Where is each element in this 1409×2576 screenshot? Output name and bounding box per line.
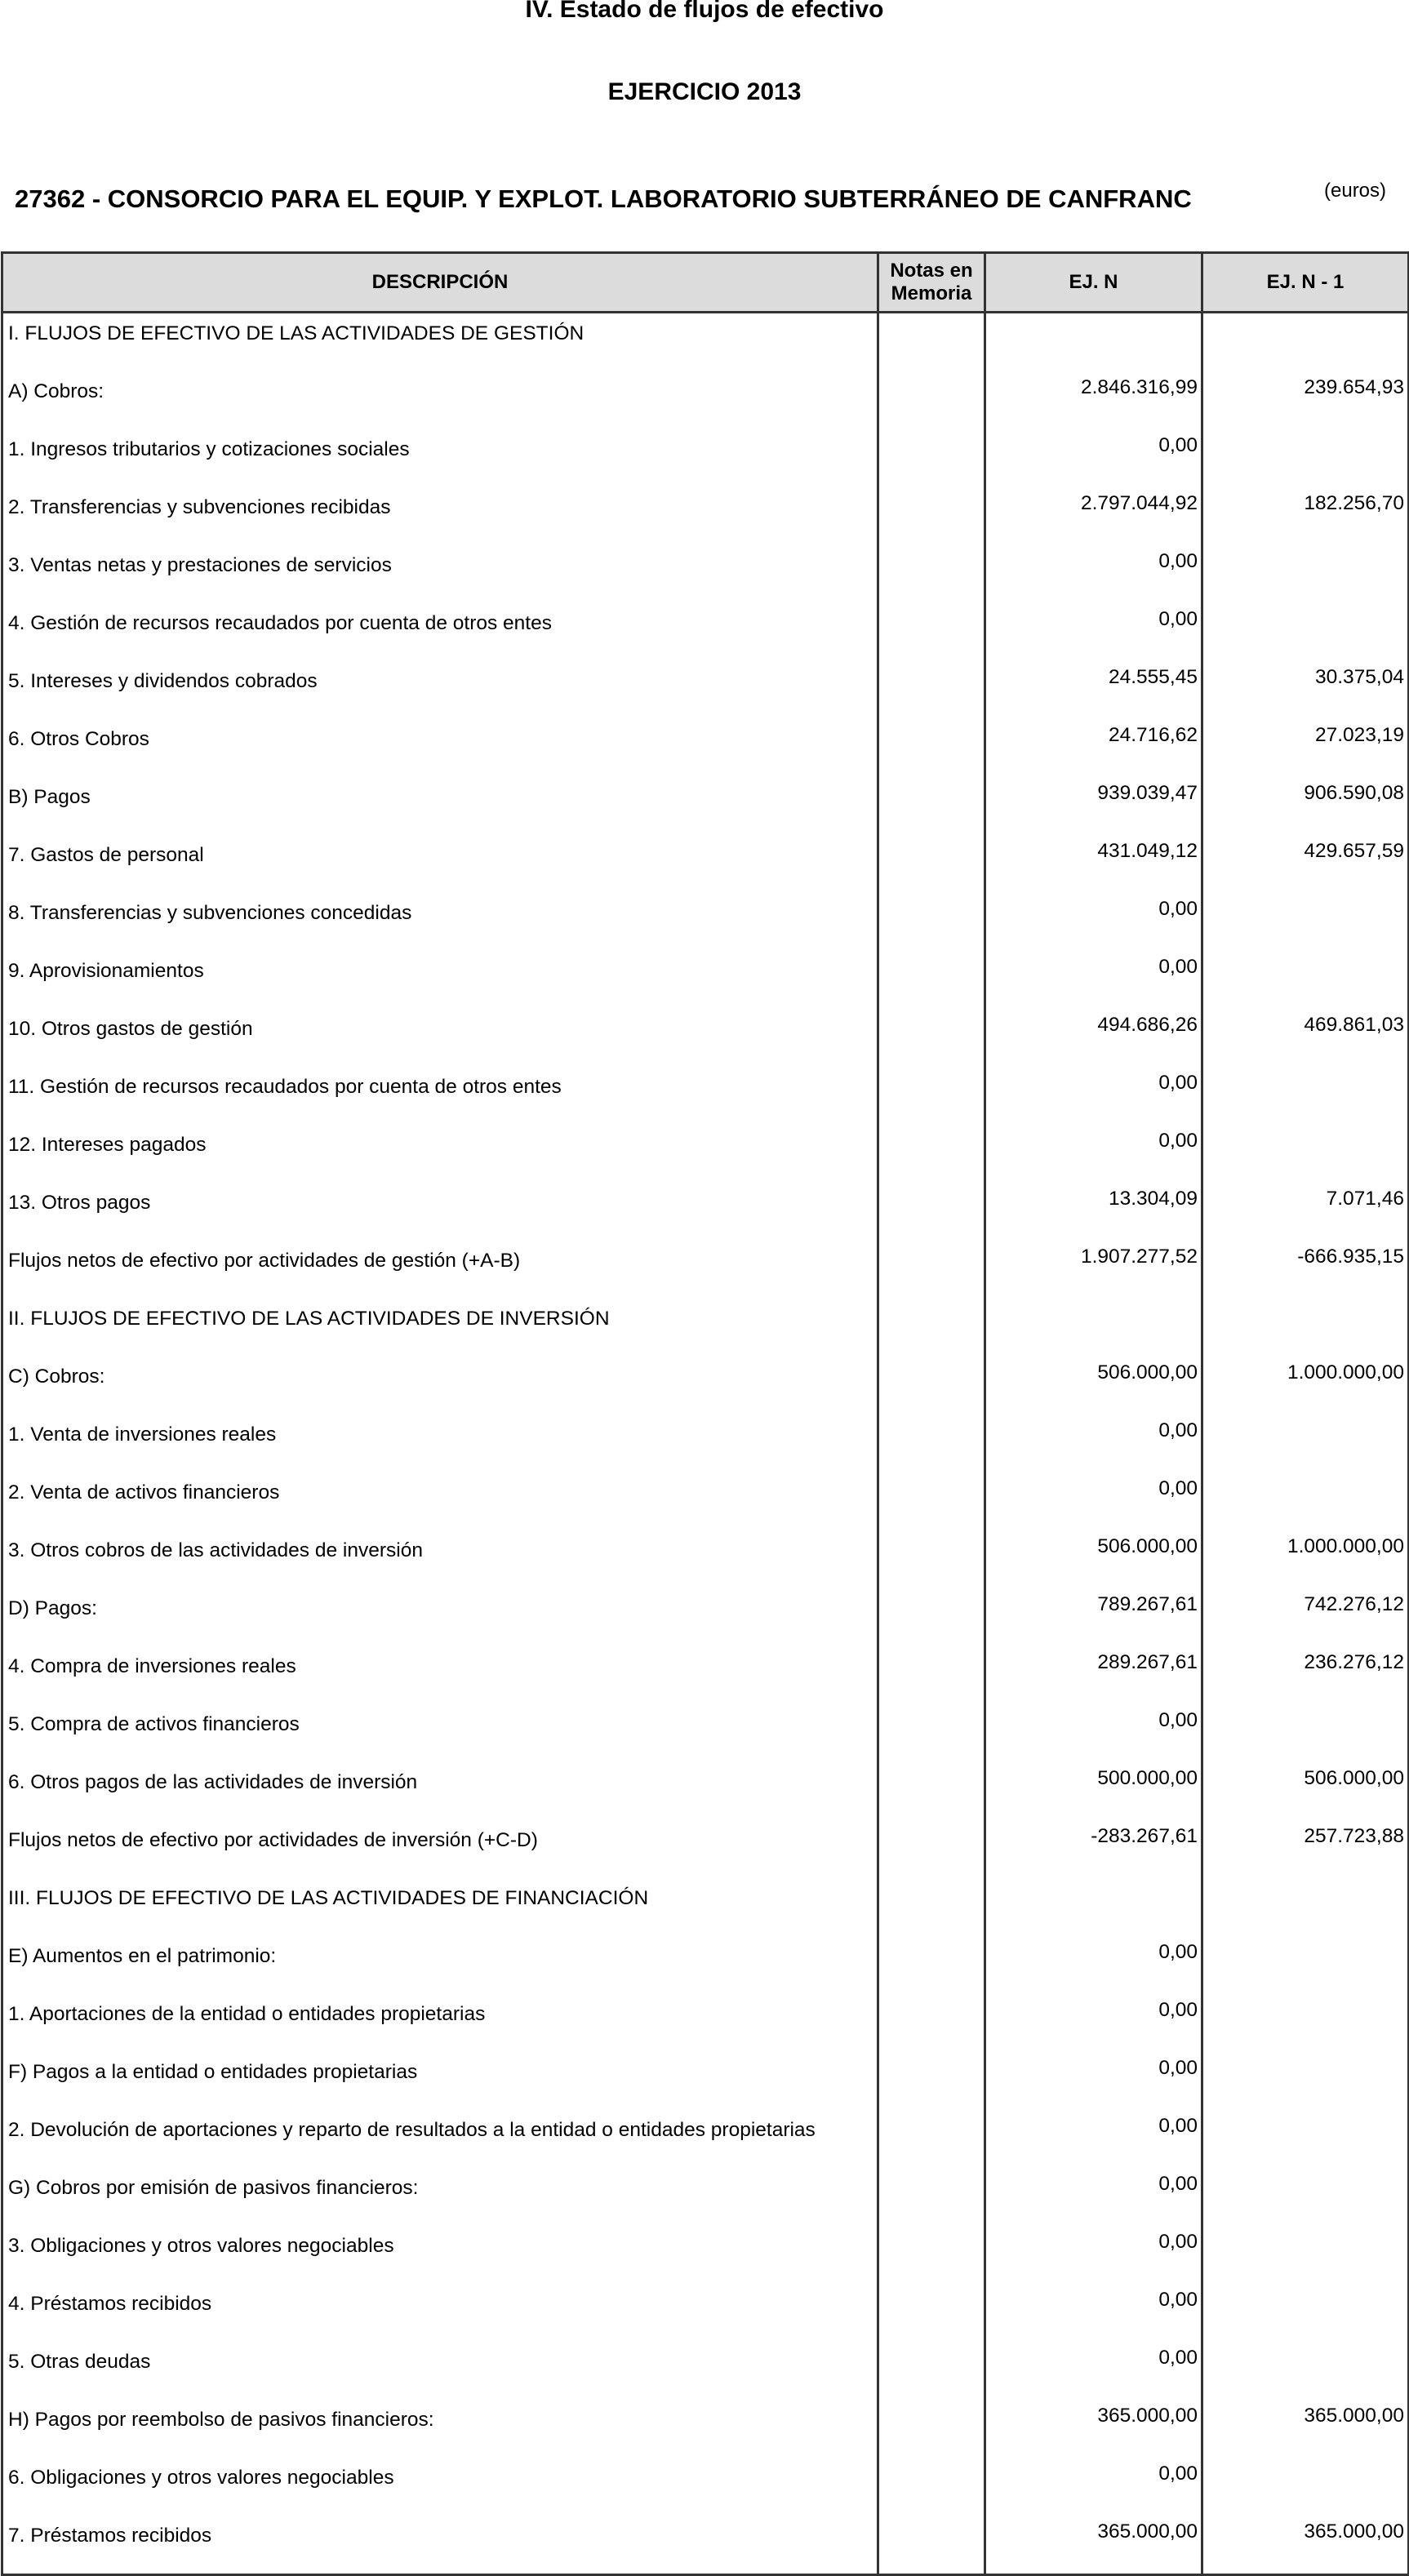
row-notes bbox=[878, 1125, 985, 1183]
row-value-ej-n: 0,00 bbox=[985, 2226, 1202, 2284]
row-value-ej-n: 0,00 bbox=[985, 1415, 1202, 1472]
row-description: 10. Otros gastos de gestión bbox=[2, 1009, 878, 1067]
row-value-ej-n: 0,00 bbox=[985, 1994, 1202, 2052]
table-row bbox=[2, 951, 1409, 1009]
row-value-ej-n bbox=[985, 1878, 1202, 1936]
row-value-ej-n1 bbox=[1202, 1878, 1409, 1936]
notes-header-line1: Notas en bbox=[890, 260, 973, 282]
row-notes bbox=[878, 1472, 985, 1530]
row-value-ej-n: 0,00 bbox=[985, 1125, 1202, 1183]
row-value-ej-n1 bbox=[1202, 1299, 1409, 1357]
row-description: 1. Venta de inversiones reales bbox=[2, 1415, 878, 1472]
row-description: 12. Intereses pagados bbox=[2, 1125, 878, 1183]
row-notes bbox=[878, 1646, 985, 1704]
row-notes bbox=[878, 2168, 985, 2226]
row-value-ej-n1 bbox=[1202, 603, 1409, 661]
row-value-ej-n1 bbox=[1202, 313, 1409, 372]
row-value-ej-n: 506.000,00 bbox=[985, 1357, 1202, 1415]
row-description: 7. Gastos de personal bbox=[2, 835, 878, 893]
table-row bbox=[2, 2458, 1409, 2516]
row-value-ej-n: 0,00 bbox=[985, 2110, 1202, 2168]
fiscal-year: EJERCICIO 2013 bbox=[607, 78, 802, 105]
table-row bbox=[2, 1241, 1409, 1299]
row-value-ej-n1: 742.276,12 bbox=[1202, 1588, 1409, 1646]
cash-flow-table bbox=[1, 251, 1409, 2576]
table-row bbox=[2, 2400, 1409, 2458]
table-row bbox=[2, 1125, 1409, 1183]
row-description: II. FLUJOS DE EFECTIVO DE LAS ACTIVIDADES DE INVERSIÓN bbox=[2, 1299, 878, 1357]
row-value-ej-n1 bbox=[1202, 1936, 1409, 1994]
notes-header-line2: Memoria bbox=[891, 282, 972, 304]
row-value-ej-n1 bbox=[1202, 1472, 1409, 1530]
row-description: 6. Obligaciones y otros valores negociables bbox=[2, 2458, 878, 2516]
row-notes bbox=[878, 719, 985, 777]
row-value-ej-n1: 239.654,93 bbox=[1202, 371, 1409, 429]
row-notes bbox=[878, 2458, 985, 2516]
row-description: C) Cobros: bbox=[2, 1357, 878, 1415]
row-notes bbox=[878, 1009, 985, 1067]
row-value-ej-n: 0,00 bbox=[985, 893, 1202, 951]
row-description: 4. Préstamos recibidos bbox=[2, 2284, 878, 2342]
row-description: 4. Gestión de recursos recaudados por cuenta de otros entes bbox=[2, 603, 878, 661]
table-row bbox=[2, 1472, 1409, 1530]
row-value-ej-n1: 257.723,88 bbox=[1202, 1820, 1409, 1878]
table-row bbox=[2, 2226, 1409, 2284]
row-notes bbox=[878, 2226, 985, 2284]
table-row bbox=[2, 429, 1409, 487]
row-value-ej-n1 bbox=[1202, 1994, 1409, 2052]
table-row bbox=[2, 313, 1409, 372]
row-value-ej-n1 bbox=[1202, 1704, 1409, 1762]
row-value-ej-n1 bbox=[1202, 951, 1409, 1009]
row-description: 5. Compra de activos financieros bbox=[2, 1704, 878, 1762]
row-notes bbox=[878, 371, 985, 429]
row-description: 2. Venta de activos financieros bbox=[2, 1472, 878, 1530]
table-row bbox=[2, 1646, 1409, 1704]
row-notes bbox=[878, 661, 985, 719]
row-value-ej-n: 0,00 bbox=[985, 1472, 1202, 1530]
row-notes bbox=[878, 429, 985, 487]
entity-name: 27362 - CONSORCIO PARA EL EQUIP. Y EXPLOT. LABORATORIO SUBTERRÁNEO DE CANFRANC bbox=[15, 184, 1192, 213]
row-notes bbox=[878, 2052, 985, 2110]
row-description: 9. Aprovisionamientos bbox=[2, 951, 878, 1009]
column-header-ej-n: EJ. N bbox=[985, 253, 1202, 313]
row-value-ej-n: 939.039,47 bbox=[985, 777, 1202, 835]
row-value-ej-n: -283.267,61 bbox=[985, 1820, 1202, 1878]
table-row bbox=[2, 1357, 1409, 1415]
row-value-ej-n: 2.797.044,92 bbox=[985, 487, 1202, 545]
row-value-ej-n: 0,00 bbox=[985, 2168, 1202, 2226]
row-description: B) Pagos bbox=[2, 777, 878, 835]
row-value-ej-n: 365.000,00 bbox=[985, 2516, 1202, 2575]
row-value-ej-n1: 27.023,19 bbox=[1202, 719, 1409, 777]
row-notes bbox=[878, 1878, 985, 1936]
row-notes bbox=[878, 1067, 985, 1125]
table-row bbox=[2, 1067, 1409, 1125]
row-description: 1. Aportaciones de la entidad o entidades propietarias bbox=[2, 1994, 878, 2052]
row-value-ej-n: 0,00 bbox=[985, 1704, 1202, 1762]
row-value-ej-n1: 365.000,00 bbox=[1202, 2400, 1409, 2458]
row-value-ej-n: 0,00 bbox=[985, 429, 1202, 487]
row-description: 7. Préstamos recibidos bbox=[2, 2516, 878, 2575]
table-row bbox=[2, 2284, 1409, 2342]
row-value-ej-n1 bbox=[1202, 1067, 1409, 1125]
table-row bbox=[2, 2052, 1409, 2110]
row-value-ej-n1 bbox=[1202, 2458, 1409, 2516]
row-notes bbox=[878, 2400, 985, 2458]
table-row bbox=[2, 2342, 1409, 2400]
row-notes bbox=[878, 1299, 985, 1357]
table-row bbox=[2, 835, 1409, 893]
row-value-ej-n1 bbox=[1202, 545, 1409, 603]
row-description: 2. Devolución de aportaciones y reparto de resultados a la entidad o entidades propietarias bbox=[2, 2110, 878, 2168]
row-notes bbox=[878, 487, 985, 545]
table-row bbox=[2, 603, 1409, 661]
row-description: 4. Compra de inversiones reales bbox=[2, 1646, 878, 1704]
row-value-ej-n: 494.686,26 bbox=[985, 1009, 1202, 1067]
row-notes bbox=[878, 2110, 985, 2168]
row-value-ej-n1 bbox=[1202, 2284, 1409, 2342]
table-row bbox=[2, 2168, 1409, 2226]
column-header-notes bbox=[878, 253, 985, 313]
row-value-ej-n: 0,00 bbox=[985, 545, 1202, 603]
row-description: 3. Otros cobros de las actividades de inversión bbox=[2, 1530, 878, 1588]
row-value-ej-n: 1.907.277,52 bbox=[985, 1241, 1202, 1299]
row-notes bbox=[878, 1241, 985, 1299]
row-value-ej-n1 bbox=[1202, 2168, 1409, 2226]
row-value-ej-n1 bbox=[1202, 2052, 1409, 2110]
row-value-ej-n1: -666.935,15 bbox=[1202, 1241, 1409, 1299]
row-notes bbox=[878, 951, 985, 1009]
row-value-ej-n1 bbox=[1202, 1125, 1409, 1183]
row-description: 2. Transferencias y subvenciones recibidas bbox=[2, 487, 878, 545]
row-value-ej-n: 24.555,45 bbox=[985, 661, 1202, 719]
row-value-ej-n: 365.000,00 bbox=[985, 2400, 1202, 2458]
row-value-ej-n: 13.304,09 bbox=[985, 1183, 1202, 1241]
currency-units: (euros) bbox=[1324, 180, 1387, 202]
row-value-ej-n1 bbox=[1202, 2226, 1409, 2284]
row-value-ej-n1 bbox=[1202, 893, 1409, 951]
row-notes bbox=[878, 777, 985, 835]
table-row bbox=[2, 1878, 1409, 1936]
row-value-ej-n: 0,00 bbox=[985, 2458, 1202, 2516]
row-value-ej-n: 789.267,61 bbox=[985, 1588, 1202, 1646]
row-value-ej-n: 0,00 bbox=[985, 951, 1202, 1009]
row-notes bbox=[878, 1994, 985, 2052]
row-value-ej-n: 431.049,12 bbox=[985, 835, 1202, 893]
row-value-ej-n1: 469.861,03 bbox=[1202, 1009, 1409, 1067]
row-description: I. FLUJOS DE EFECTIVO DE LAS ACTIVIDADES DE GESTIÓN bbox=[2, 313, 878, 372]
row-value-ej-n1 bbox=[1202, 2110, 1409, 2168]
table-row bbox=[2, 1588, 1409, 1646]
row-notes bbox=[878, 603, 985, 661]
row-notes bbox=[878, 835, 985, 893]
row-value-ej-n1 bbox=[1202, 2342, 1409, 2400]
row-value-ej-n: 2.846.316,99 bbox=[985, 371, 1202, 429]
row-notes bbox=[878, 545, 985, 603]
row-value-ej-n: 0,00 bbox=[985, 603, 1202, 661]
row-description: E) Aumentos en el patrimonio: bbox=[2, 1936, 878, 1994]
document-title: IV. Estado de flujos de efectivo bbox=[525, 0, 884, 23]
row-description: 8. Transferencias y subvenciones concedidas bbox=[2, 893, 878, 951]
row-description: 6. Otros Cobros bbox=[2, 719, 878, 777]
row-description: F) Pagos a la entidad o entidades propietarias bbox=[2, 2052, 878, 2110]
row-notes bbox=[878, 1415, 985, 1472]
row-notes bbox=[878, 1530, 985, 1588]
row-description: III. FLUJOS DE EFECTIVO DE LAS ACTIVIDADES DE FINANCIACIÓN bbox=[2, 1878, 878, 1936]
row-description: 13. Otros pagos bbox=[2, 1183, 878, 1241]
column-header-ej-n1: EJ. N - 1 bbox=[1202, 253, 1409, 313]
row-value-ej-n1: 429.657,59 bbox=[1202, 835, 1409, 893]
row-value-ej-n1: 7.071,46 bbox=[1202, 1183, 1409, 1241]
table-row bbox=[2, 1820, 1409, 1878]
table-row bbox=[2, 487, 1409, 545]
row-value-ej-n: 0,00 bbox=[985, 2284, 1202, 2342]
table-row bbox=[2, 1415, 1409, 1472]
row-value-ej-n: 506.000,00 bbox=[985, 1530, 1202, 1588]
table-row bbox=[2, 1009, 1409, 1067]
table-row bbox=[2, 1936, 1409, 1994]
row-value-ej-n: 0,00 bbox=[985, 1067, 1202, 1125]
row-value-ej-n1 bbox=[1202, 1415, 1409, 1472]
row-notes bbox=[878, 1704, 985, 1762]
table-row bbox=[2, 2516, 1409, 2575]
table-header-row bbox=[2, 253, 1409, 313]
row-value-ej-n1: 906.590,08 bbox=[1202, 777, 1409, 835]
row-description: G) Cobros por emisión de pasivos financieros: bbox=[2, 2168, 878, 2226]
row-notes bbox=[878, 1183, 985, 1241]
row-notes bbox=[878, 2516, 985, 2575]
table-row bbox=[2, 1530, 1409, 1588]
table-row bbox=[2, 2110, 1409, 2168]
row-notes bbox=[878, 1588, 985, 1646]
row-notes bbox=[878, 2284, 985, 2342]
row-description: 6. Otros pagos de las actividades de inversión bbox=[2, 1762, 878, 1820]
table-row bbox=[2, 777, 1409, 835]
row-value-ej-n1: 365.000,00 bbox=[1202, 2516, 1409, 2575]
row-value-ej-n1: 1.000.000,00 bbox=[1202, 1530, 1409, 1588]
row-description: 5. Otras deudas bbox=[2, 2342, 878, 2400]
row-description: Flujos netos de efectivo por actividades de inversión (+C-D) bbox=[2, 1820, 878, 1878]
row-value-ej-n1 bbox=[1202, 429, 1409, 487]
row-notes bbox=[878, 1936, 985, 1994]
table-body bbox=[2, 313, 1409, 2575]
row-value-ej-n1: 236.276,12 bbox=[1202, 1646, 1409, 1704]
row-description: 3. Obligaciones y otros valores negociables bbox=[2, 2226, 878, 2284]
table-row bbox=[2, 1704, 1409, 1762]
row-description: D) Pagos: bbox=[2, 1588, 878, 1646]
table-row bbox=[2, 1994, 1409, 2052]
row-value-ej-n1: 30.375,04 bbox=[1202, 661, 1409, 719]
row-description: 11. Gestión de recursos recaudados por cuenta de otros entes bbox=[2, 1067, 878, 1125]
column-header-description: DESCRIPCIÓN bbox=[2, 253, 878, 313]
row-value-ej-n: 0,00 bbox=[985, 2052, 1202, 2110]
row-value-ej-n bbox=[985, 313, 1202, 372]
row-value-ej-n bbox=[985, 1299, 1202, 1357]
table-row bbox=[2, 1183, 1409, 1241]
table-row bbox=[2, 545, 1409, 603]
row-description: 5. Intereses y dividendos cobrados bbox=[2, 661, 878, 719]
row-value-ej-n: 24.716,62 bbox=[985, 719, 1202, 777]
row-description: H) Pagos por reembolso de pasivos financieros: bbox=[2, 2400, 878, 2458]
row-value-ej-n: 500.000,00 bbox=[985, 1762, 1202, 1820]
row-value-ej-n: 0,00 bbox=[985, 1936, 1202, 1994]
table-row bbox=[2, 1762, 1409, 1820]
row-notes bbox=[878, 1820, 985, 1878]
row-description: A) Cobros: bbox=[2, 371, 878, 429]
table-row bbox=[2, 1299, 1409, 1357]
table-row bbox=[2, 371, 1409, 429]
row-value-ej-n: 0,00 bbox=[985, 2342, 1202, 2400]
row-value-ej-n1: 1.000.000,00 bbox=[1202, 1357, 1409, 1415]
row-description: 3. Ventas netas y prestaciones de servicios bbox=[2, 545, 878, 603]
table-row bbox=[2, 661, 1409, 719]
row-notes bbox=[878, 313, 985, 372]
row-notes bbox=[878, 893, 985, 951]
row-value-ej-n: 289.267,61 bbox=[985, 1646, 1202, 1704]
table-row bbox=[2, 893, 1409, 951]
row-notes bbox=[878, 1357, 985, 1415]
row-description: Flujos netos de efectivo por actividades de gestión (+A-B) bbox=[2, 1241, 878, 1299]
row-value-ej-n1: 182.256,70 bbox=[1202, 487, 1409, 545]
row-value-ej-n1: 506.000,00 bbox=[1202, 1762, 1409, 1820]
row-notes bbox=[878, 1762, 985, 1820]
row-notes bbox=[878, 2342, 985, 2400]
table-row bbox=[2, 719, 1409, 777]
row-description: 1. Ingresos tributarios y cotizaciones sociales bbox=[2, 429, 878, 487]
